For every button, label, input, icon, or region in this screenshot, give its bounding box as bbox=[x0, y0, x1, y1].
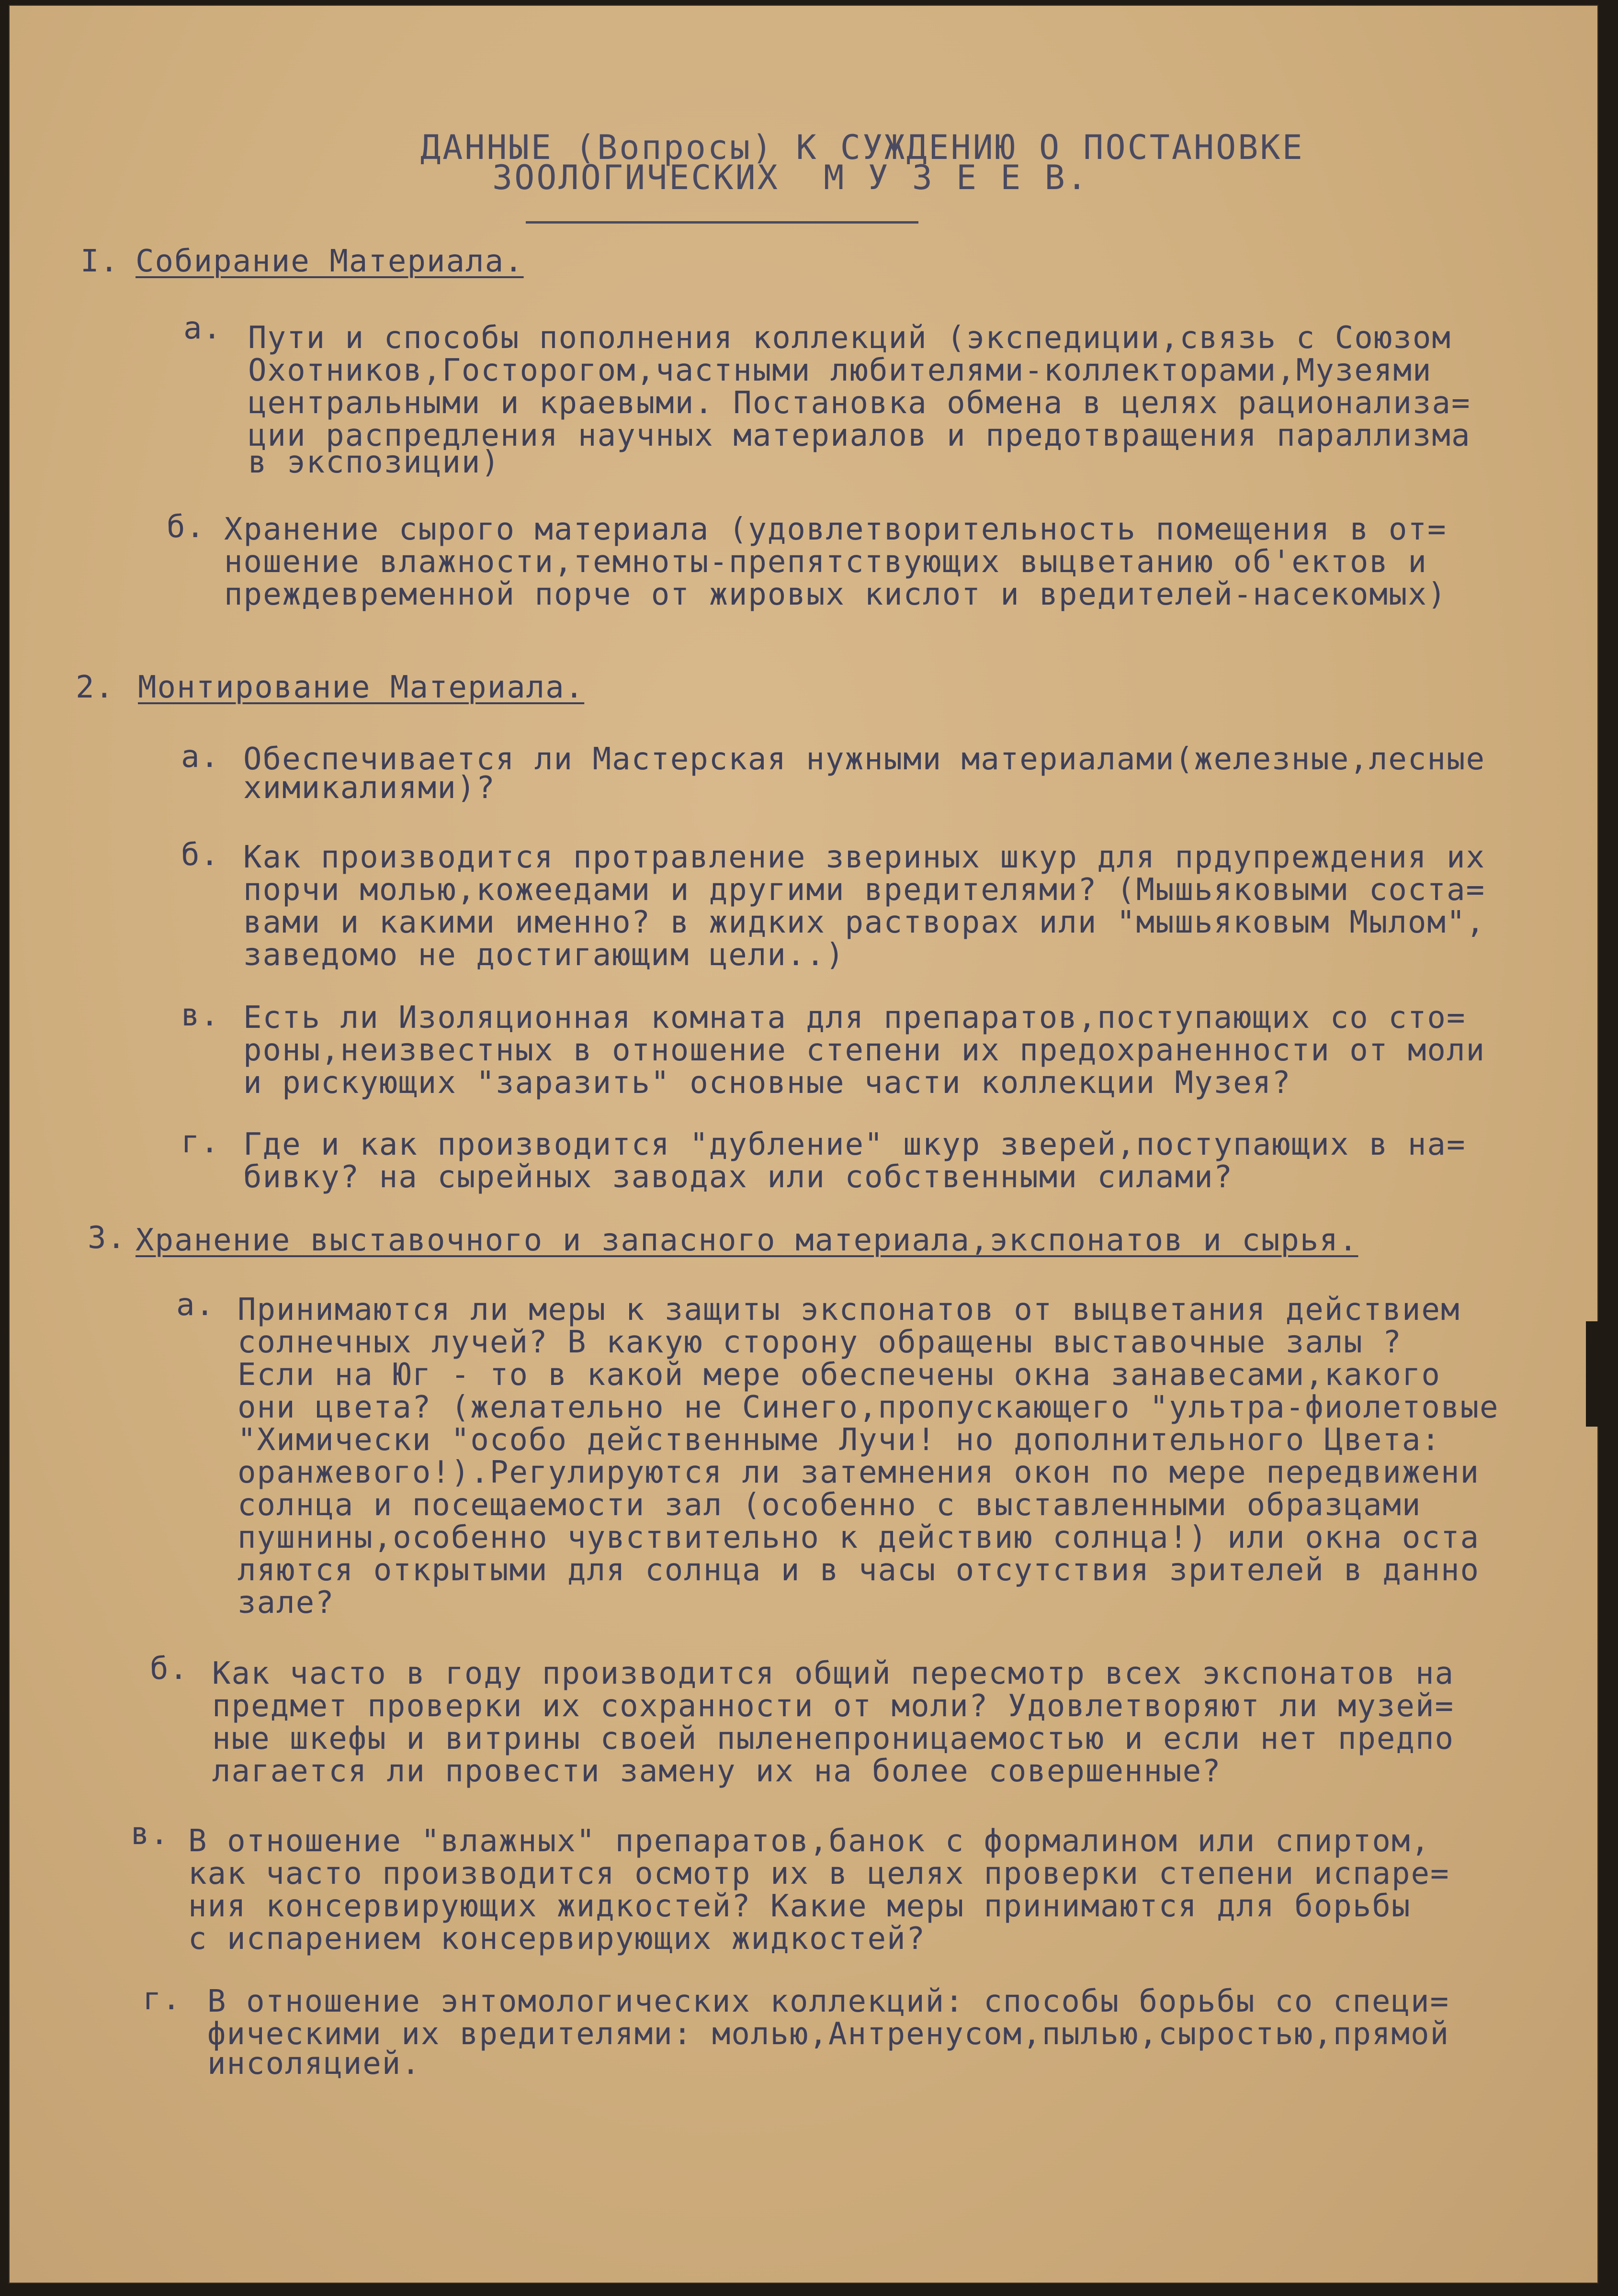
section-2-item-b-line-2: порчи молью,кожеедами и другими вредителями? (Мышьяковыми соста= bbox=[243, 872, 1485, 908]
document-page bbox=[9, 5, 1598, 2284]
section-1-number: I. bbox=[80, 244, 120, 279]
section-3-item-b-marker: б. bbox=[150, 1651, 189, 1687]
section-2-number: 2. bbox=[76, 670, 115, 705]
title-underline-divider bbox=[526, 221, 918, 224]
page-torn-edge bbox=[1586, 1321, 1598, 1427]
section-1-item-b-marker: б. bbox=[167, 509, 206, 545]
section-1-item-a-line-3: центральными и краевыми. Постановка обмена в целях рационализа= bbox=[248, 385, 1471, 421]
section-2-item-b-line-4: заведомо не достигающим цели..) bbox=[243, 937, 845, 973]
section-2-item-v-line-3: и рискующих "заразить" основные части коллекции Музея? bbox=[243, 1065, 1291, 1101]
section-3-item-v-line-3: ния консервирующих жидкостей? Какие меры принимаются для борьбы bbox=[188, 1889, 1411, 1924]
section-2-item-a-marker: а. bbox=[181, 739, 220, 775]
section-1-item-a-line-4: ции распредления научных материалов и предотвращения параллизма bbox=[248, 418, 1471, 453]
section-3-item-v-line-2: как часто производится осмотр их в целях проверки степени испаре= bbox=[188, 1856, 1450, 1891]
section-3-item-a-line-10: зале? bbox=[238, 1585, 335, 1621]
section-2-item-g-line-2: бивку? на сырейных заводах или собственными силами? bbox=[243, 1159, 1233, 1195]
section-2-item-b-line-3: вами и какими именно? в жидких растворах или "мышьяковым Мылом", bbox=[243, 905, 1485, 940]
section-3-item-a-marker: а. bbox=[176, 1287, 215, 1323]
section-2-item-a-line-1: Обеспечивается ли Мастерская нужными материалами(железные,лесные bbox=[243, 742, 1485, 777]
section-3-item-g-marker: г. bbox=[143, 1981, 182, 2017]
section-1-heading: Собирание Материала. bbox=[136, 244, 524, 279]
section-3-item-b-line-2: предмет проверки их сохранности от моли? Удовлетворяют ли музей= bbox=[212, 1688, 1454, 1724]
section-3-item-b-line-1: Как часто в году производится общий пересмотр всех экспонатов на bbox=[212, 1656, 1454, 1691]
section-2-item-v-marker: в. bbox=[181, 998, 220, 1033]
section-3-item-g-line-1: В отношение энтомологических коллекций: способы борьбы со специ= bbox=[207, 1984, 1449, 2019]
section-1-item-a-marker: а. bbox=[183, 311, 223, 346]
section-2-item-v-line-1: Есть ли Изоляционная комната для препаратов,поступающих со сто= bbox=[243, 1000, 1466, 1035]
section-2-heading: Монтирование Материала. bbox=[138, 670, 585, 705]
section-3-item-g-line-2: фическими их вредителями: молью,Антренусом,пылью,сыростью,прямой bbox=[207, 2016, 1449, 2052]
section-3-item-a-line-5: "Химически "особо действенныме Лучи! но дополнительного Цвета: bbox=[238, 1422, 1441, 1458]
section-3-item-a-line-6: оранжевого!).Регулируются ли затемнения окон по мере передвижени bbox=[238, 1455, 1480, 1490]
section-3-item-a-line-2: солнечных лучей? В какую сторону обращены выставочные залы ? bbox=[238, 1325, 1402, 1360]
document-title-line-1: ДАННЫЕ (Вопросы) К СУЖДЕНИЮ О ПОСТАНОВКЕ bbox=[420, 128, 1304, 167]
section-2-item-v-line-2: роны,неизвестных в отношение степени их предохраненности от моли bbox=[243, 1033, 1485, 1068]
section-2-item-b-line-1: Как производится протравление звериных шкур для прдупреждения их bbox=[243, 840, 1485, 875]
section-3-item-v-line-4: с испарением консервирующих жидкостей? bbox=[188, 1921, 926, 1957]
section-3-item-b-line-3: ные шкефы и витрины своей пыленепроницаемостью и если нет предпо bbox=[212, 1721, 1454, 1756]
section-1-item-a-line-1: Пути и способы пополнения коллекций (экспедиции,связь с Союзом bbox=[248, 320, 1451, 356]
section-3-item-a-line-4: они цвета? (желательно не Синего,пропускающего "ультра-фиолетовые bbox=[238, 1390, 1499, 1425]
section-3-item-a-line-8: пушнины,особенно чувствительно к действию солнца!) или окна оста bbox=[238, 1520, 1480, 1555]
section-2-item-g-marker: г. bbox=[181, 1125, 220, 1160]
section-3-item-a-line-1: Принимаются ли меры к защиты экспонатов от выцветания действием bbox=[238, 1292, 1460, 1328]
section-3-item-v-line-1: В отношение "влажных" препаратов,банок с формалином или спиртом, bbox=[188, 1823, 1430, 1859]
section-3-item-a-line-3: Если на Юг - то в какой мере обеспечены окна занавесами,какого bbox=[238, 1357, 1441, 1393]
section-1-item-a-line-5: в экспозиции) bbox=[248, 445, 500, 480]
section-1-item-b-line-3: преждевременной порче от жировых кислот и вредителей-насекомых) bbox=[224, 577, 1447, 612]
section-1-item-a-line-2: Охотников,Госторогом,частными любителями-коллекторами,Музеями bbox=[248, 353, 1432, 388]
section-2-item-a-line-2: химикалиями)? bbox=[243, 770, 496, 806]
section-3-heading: Хранение выставочного и запасного материала,экспонатов и сырья. bbox=[136, 1223, 1358, 1258]
section-3-item-g-line-3: инсоляцией. bbox=[207, 2046, 421, 2082]
section-3-number: 3. bbox=[88, 1220, 127, 1256]
section-3-item-v-marker: в. bbox=[131, 1816, 170, 1852]
section-3-item-a-line-9: ляются открытыми для солнца и в часы отсутствия зрителей в данно bbox=[238, 1553, 1480, 1588]
section-3-item-b-line-4: лагается ли провести замену их на более совершенные? bbox=[212, 1754, 1222, 1789]
section-2-item-b-marker: б. bbox=[181, 837, 220, 873]
section-1-item-b-line-1: Хранение сырого материала (удовлетворительность помещения в от= bbox=[224, 512, 1447, 547]
section-1-item-b-line-2: ношение влажности,темноты-препятствующих выцветанию об'ектов и bbox=[224, 544, 1427, 580]
section-2-item-g-line-1: Где и как производится "дубление" шкур зверей,поступающих в на= bbox=[243, 1127, 1466, 1162]
section-3-item-a-line-7: солнца и посещаемости зал (особенно с выставленными образцами bbox=[238, 1487, 1422, 1523]
document-title-line-2: ЗООЛОГИЧЕСКИХ М У З Е Е В. bbox=[492, 158, 1089, 197]
